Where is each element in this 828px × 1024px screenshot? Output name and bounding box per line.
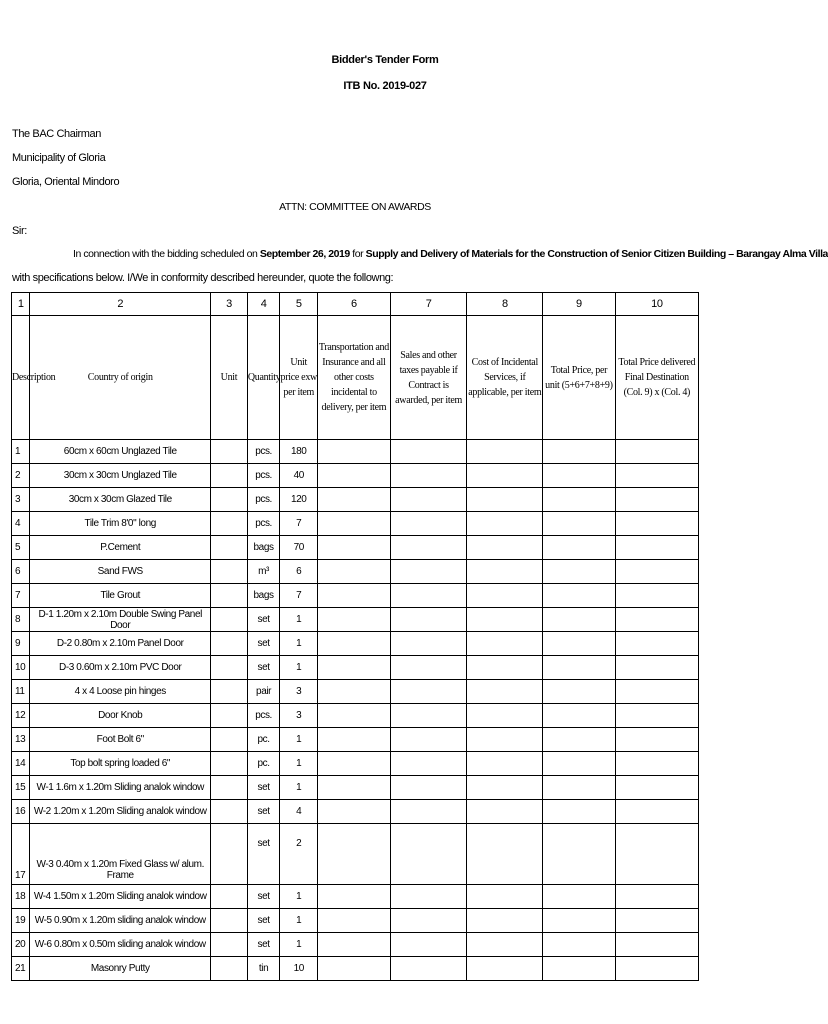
item-number: 17 [12,824,30,885]
item-incidental [543,909,615,933]
table-row [12,680,699,704]
item-country [211,752,248,776]
item-quantity: 1 [280,608,318,632]
item-incidental [543,933,615,957]
project-name: Supply and Delivery of Materials for the Construction of Senior Citizen Building – Barangay Alma Villa [365,248,828,260]
item-taxes [467,933,543,957]
item-transport [390,680,467,704]
item-description: W-5 0.90m x 1.20m sliding analok window [30,909,211,933]
item-total-unit [615,680,698,704]
item-taxes [467,728,543,752]
item-taxes [467,632,543,656]
item-incidental [543,957,615,981]
item-incidental [543,584,615,608]
table-row [12,800,699,824]
table-row [12,885,699,909]
item-description: 30cm x 30cm Glazed Tile [30,488,211,512]
item-taxes [467,440,543,464]
item-description: 4 x 4 Loose pin hinges [30,680,211,704]
item-total-unit [615,584,698,608]
item-incidental [543,632,615,656]
item-unit-price [318,656,390,680]
item-transport [390,957,467,981]
item-taxes [467,536,543,560]
item-unit: pcs. [247,512,279,536]
item-incidental [543,776,615,800]
item-transport [390,632,467,656]
item-country [211,440,248,464]
item-unit-price [318,440,390,464]
item-description: P.Cement [30,536,211,560]
item-total-unit [615,824,698,885]
item-description: D-3 0.60m x 2.10m PVC Door [30,656,211,680]
item-description: Door Knob [30,704,211,728]
item-country [211,464,248,488]
item-transport [390,656,467,680]
item-unit: pcs. [247,704,279,728]
item-incidental [543,704,615,728]
item-number: 15 [12,776,30,800]
item-incidental [543,680,615,704]
item-unit: tin [247,957,279,981]
item-quantity: 7 [280,512,318,536]
item-taxes [467,464,543,488]
item-total-unit [615,933,698,957]
item-incidental [543,512,615,536]
header-row [12,316,699,440]
item-quantity: 1 [280,728,318,752]
item-transport [390,704,467,728]
col-num: 4 [247,293,279,316]
item-unit: set [247,933,279,957]
item-unit-price [318,536,390,560]
intro-line-2: with specifications below. I/We in conformity described hereunder, quote the followng: [12,272,394,284]
table-row [12,584,699,608]
item-quantity: 3 [280,680,318,704]
item-transport [390,536,467,560]
form-title: Bidder's Tender Form [331,54,439,66]
item-taxes [467,800,543,824]
item-description: Foot Bolt 6" [30,728,211,752]
intro-text-1: In connection with the bidding scheduled on [73,248,260,260]
address-line-3: Gloria, Oriental Mindoro [12,176,120,188]
item-country [211,656,248,680]
item-total-unit [615,704,698,728]
item-incidental [543,536,615,560]
item-quantity: 1 [280,909,318,933]
item-quantity: 120 [280,488,318,512]
item-description: 30cm x 30cm Unglazed Tile [30,464,211,488]
item-taxes [467,512,543,536]
bidding-date: September 26, 2019 [259,248,350,260]
col-num: 1 [12,293,30,316]
item-description: D-2 0.80m x 2.10m Panel Door [30,632,211,656]
item-unit-price [318,584,390,608]
item-unit-price [318,885,390,909]
item-number: 6 [12,560,30,584]
item-quantity: 70 [280,536,318,560]
item-taxes [467,824,543,885]
item-description: Masonry Putty [30,957,211,981]
table-row [12,704,699,728]
item-number: 9 [12,632,30,656]
table-row [12,933,699,957]
item-number: 4 [12,512,30,536]
col-num: 10 [615,293,698,316]
item-transport [390,728,467,752]
item-description: D-1 1.20m x 2.10m Double Swing Panel Door [30,608,211,632]
item-number: 5 [12,536,30,560]
table-row [12,536,699,560]
item-unit: m³ [247,560,279,584]
item-taxes [467,656,543,680]
item-country [211,536,248,560]
itb-number: ITB No. 2019-027 [343,80,427,92]
item-country [211,584,248,608]
item-transport [390,909,467,933]
item-country [211,608,248,632]
item-unit-price [318,957,390,981]
item-country [211,885,248,909]
item-country [211,824,248,885]
table-row [12,728,699,752]
item-incidental [543,464,615,488]
item-transport [390,608,467,632]
item-country [211,560,248,584]
item-quantity: 1 [280,776,318,800]
table-row [12,464,699,488]
item-unit-price [318,512,390,536]
intro-paragraph [73,248,828,260]
item-unit-price [318,680,390,704]
item-quantity: 1 [280,752,318,776]
item-country [211,728,248,752]
item-taxes [467,752,543,776]
item-number: 20 [12,933,30,957]
item-total-unit [615,752,698,776]
item-unit-price [318,800,390,824]
item-total-unit [615,608,698,632]
item-taxes [467,957,543,981]
item-description: Sand FWS [30,560,211,584]
item-transport [390,560,467,584]
item-total-unit [615,728,698,752]
item-unit-price [318,776,390,800]
item-country [211,909,248,933]
item-number: 14 [12,752,30,776]
item-taxes [467,909,543,933]
item-description: W-3 0.40m x 1.20m Fixed Glass w/ alum. Frame [30,824,211,885]
item-transport [390,464,467,488]
item-transport [390,824,467,885]
header-transport: Transportation and Insurance and all other costs incidental to delivery, per item [318,316,390,440]
table-row [12,608,699,632]
item-taxes [467,584,543,608]
item-country [211,680,248,704]
item-description: Top bolt spring loaded 6" [30,752,211,776]
header-total-unit: Total Price, per unit (5+6+7+8+9) [543,316,615,440]
item-total-unit [615,957,698,981]
item-total-unit [615,632,698,656]
item-unit-price [318,608,390,632]
item-incidental [543,885,615,909]
item-number: 18 [12,885,30,909]
item-number: 19 [12,909,30,933]
item-incidental [543,824,615,885]
item-number: 10 [12,656,30,680]
item-quantity: 1 [280,656,318,680]
item-number: 3 [12,488,30,512]
col-num: 3 [211,293,248,316]
item-unit: pcs. [247,488,279,512]
header-unit-price: Unit price exw per item [280,316,318,440]
item-taxes [467,680,543,704]
item-total-unit [615,464,698,488]
item-unit: bags [247,584,279,608]
item-description: W-6 0.80m x 0.50m sliding analok window [30,933,211,957]
item-country [211,488,248,512]
item-unit-price [318,704,390,728]
item-total-unit [615,656,698,680]
item-total-unit [615,560,698,584]
item-unit-price [318,560,390,584]
col-num: 7 [390,293,467,316]
item-taxes [467,488,543,512]
item-unit-price [318,728,390,752]
item-number: 21 [12,957,30,981]
item-unit-price [318,824,390,885]
header-quantity: Quantity [247,316,279,440]
table-row [12,909,699,933]
item-country [211,704,248,728]
item-quantity: 6 [280,560,318,584]
item-number: 1 [12,440,30,464]
item-country [211,776,248,800]
item-unit: set [247,800,279,824]
header-taxes: Sales and other taxes payable if Contract is awarded, per item [390,316,467,440]
item-quantity: 40 [280,464,318,488]
item-taxes [467,560,543,584]
intro-text-2: for [349,248,366,260]
item-number: 12 [12,704,30,728]
item-total-unit [615,800,698,824]
item-taxes [467,704,543,728]
item-number: 16 [12,800,30,824]
header-unit: Unit [211,316,248,440]
item-number: 8 [12,608,30,632]
item-incidental [543,728,615,752]
item-incidental [543,608,615,632]
item-transport [390,800,467,824]
item-description: W-4 1.50m x 1.20m Sliding analok window [30,885,211,909]
item-number: 13 [12,728,30,752]
item-number: 7 [12,584,30,608]
item-incidental [543,656,615,680]
item-transport [390,512,467,536]
item-quantity: 2 [280,824,318,885]
item-quantity: 3 [280,704,318,728]
item-transport [390,933,467,957]
item-country [211,933,248,957]
item-incidental [543,560,615,584]
header-incidental: Cost of Incidental Services, if applicable, per item [467,316,543,440]
item-country [211,632,248,656]
item-transport [390,584,467,608]
header-total-delivered: Total Price delivered Final Destination (Col. 9) x (Col. 4) [615,316,698,440]
item-transport [390,776,467,800]
item-total-unit [615,885,698,909]
item-total-unit [615,536,698,560]
item-description: Tile Grout [30,584,211,608]
address-line-1: The BAC Chairman [12,128,101,140]
item-unit: set [247,885,279,909]
table-row [12,776,699,800]
item-unit-price [318,632,390,656]
item-description: W-1 1.6m x 1.20m Sliding analok window [30,776,211,800]
tender-table [11,292,699,981]
item-total-unit [615,488,698,512]
item-description: W-2 1.20m x 1.20m Sliding analok window [30,800,211,824]
item-transport [390,440,467,464]
table-row [12,656,699,680]
item-total-unit [615,440,698,464]
col-num: 9 [543,293,615,316]
item-quantity: 180 [280,440,318,464]
item-unit: set [247,824,279,885]
item-incidental [543,800,615,824]
item-unit: set [247,909,279,933]
col-num: 8 [467,293,543,316]
item-unit: pcs. [247,440,279,464]
item-unit: set [247,776,279,800]
item-unit: set [247,608,279,632]
item-quantity: 10 [280,957,318,981]
table-row [12,632,699,656]
item-incidental [543,440,615,464]
item-total-unit [615,909,698,933]
item-quantity: 4 [280,800,318,824]
item-incidental [543,752,615,776]
item-unit-price [318,464,390,488]
item-unit: set [247,656,279,680]
col-num: 6 [318,293,390,316]
item-unit: pair [247,680,279,704]
table-row [12,440,699,464]
item-unit: pcs. [247,464,279,488]
header-description: Description [12,316,30,440]
item-quantity: 1 [280,933,318,957]
item-quantity: 1 [280,632,318,656]
item-number: 11 [12,680,30,704]
item-description: 60cm x 60cm Unglazed Tile [30,440,211,464]
salutation: Sir: [12,225,27,237]
item-unit: set [247,632,279,656]
item-number: 2 [12,464,30,488]
item-total-unit [615,512,698,536]
item-transport [390,488,467,512]
item-unit: pc. [247,752,279,776]
item-total-unit [615,776,698,800]
item-incidental [543,488,615,512]
item-quantity: 1 [280,885,318,909]
item-quantity: 7 [280,584,318,608]
address-line-2: Municipality of Gloria [12,152,106,164]
table-row [12,824,699,885]
item-unit-price [318,909,390,933]
item-country [211,512,248,536]
item-taxes [467,776,543,800]
header-country: Country of origin [30,316,211,440]
table-row [12,957,699,981]
table-row [12,512,699,536]
item-unit-price [318,488,390,512]
col-num: 5 [280,293,318,316]
table-row [12,752,699,776]
item-transport [390,885,467,909]
item-description: Tile Trim 8'0" long [30,512,211,536]
item-taxes [467,608,543,632]
item-country [211,957,248,981]
item-taxes [467,885,543,909]
table-row [12,488,699,512]
item-unit-price [318,752,390,776]
item-transport [390,752,467,776]
column-number-row [12,293,699,316]
item-unit-price [318,933,390,957]
col-num: 2 [30,293,211,316]
item-country [211,800,248,824]
item-unit: pc. [247,728,279,752]
item-unit: bags [247,536,279,560]
table-row [12,560,699,584]
attention-line: ATTN: COMMITTEE ON AWARDS [279,201,431,213]
